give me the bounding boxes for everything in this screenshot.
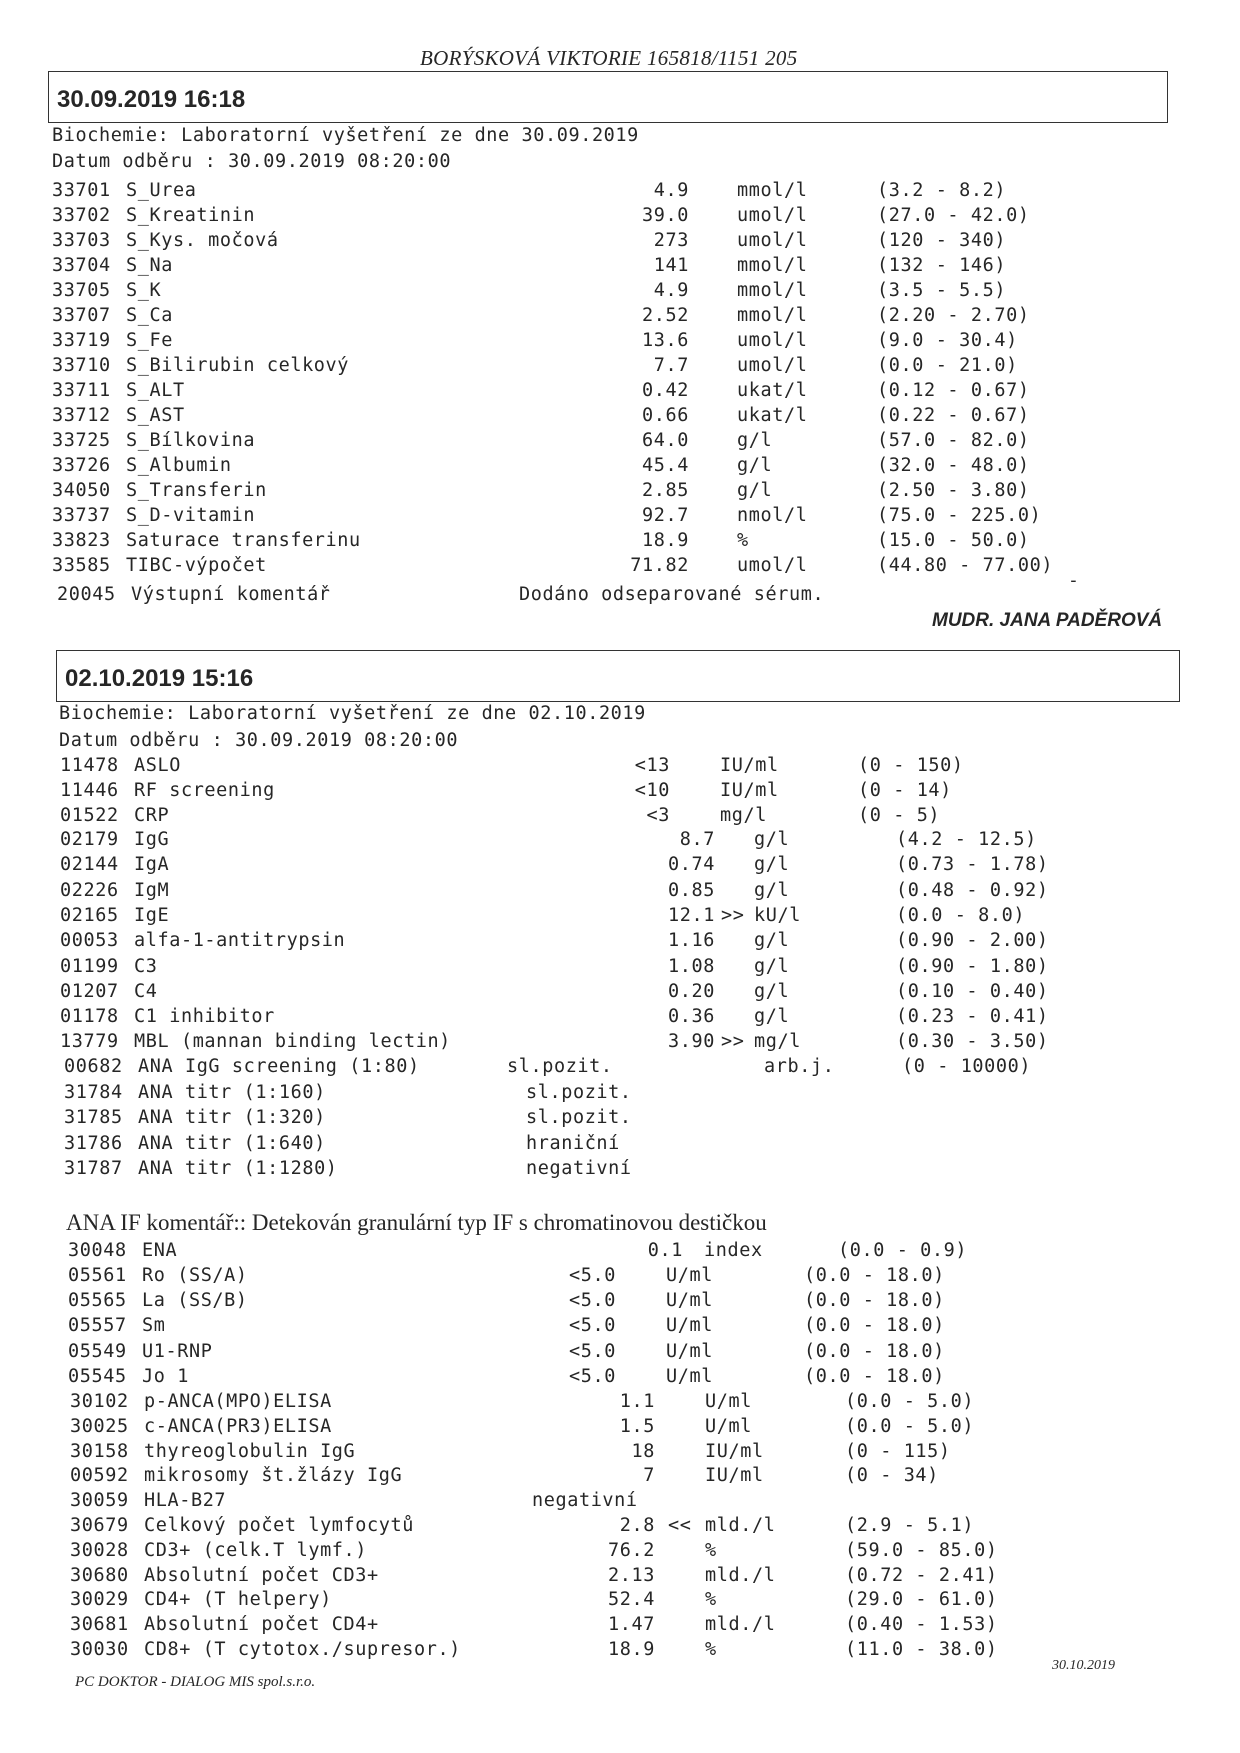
result-unit: %	[705, 1539, 717, 1561]
section-2-datetime: 02.10.2019 15:16	[65, 665, 254, 692]
test-code: 05549	[68, 1340, 127, 1362]
reference-range: (4.2 - 12.5)	[896, 829, 1037, 850]
reference-range: (0.0 - 18.0)	[804, 1365, 945, 1387]
test-code: 30680	[70, 1564, 129, 1586]
reference-range: (0.12 - 0.67)	[877, 380, 1030, 401]
test-code: 02165	[60, 904, 119, 926]
abnormal-flag: >>	[721, 1031, 745, 1053]
result-unit: IU/ml	[720, 755, 779, 776]
test-code: 00053	[60, 930, 119, 952]
test-name: p-ANCA(MPO)ELISA	[144, 1391, 332, 1412]
reference-range: (2.9 - 5.1)	[845, 1515, 975, 1536]
result-unit: index	[704, 1240, 763, 1261]
result-unit: kU/l	[754, 904, 801, 926]
test-name: S_D-vitamin	[126, 505, 256, 526]
test-name: U1-RNP	[142, 1340, 213, 1362]
result-value: 52.4	[608, 1589, 655, 1611]
result-value: 4.9	[653, 180, 689, 201]
reference-range: (57.0 - 82.0)	[877, 430, 1030, 451]
result-value: 8.7	[679, 829, 715, 850]
result-value: 141	[653, 255, 689, 276]
reference-range: (0.72 - 2.41)	[845, 1564, 998, 1586]
result-value: 0.42	[642, 380, 689, 401]
result-unit: mld./l	[705, 1614, 776, 1636]
reference-range: (0 - 14)	[858, 780, 952, 801]
test-code: 02179	[60, 829, 119, 850]
result-unit: U/ml	[666, 1290, 713, 1312]
reference-range: (29.0 - 61.0)	[845, 1589, 998, 1611]
result-value: 4.9	[653, 280, 689, 301]
test-code: 30681	[70, 1614, 129, 1636]
reference-range: (2.50 - 3.80)	[877, 480, 1030, 501]
result-value: negativní	[532, 1490, 638, 1512]
test-code: 33712	[52, 405, 111, 426]
reference-range: (0.0 - 21.0)	[877, 355, 1018, 376]
result-value: 1.5	[619, 1415, 655, 1437]
dash-mark: -	[1068, 570, 1079, 591]
result-unit: g/l	[754, 930, 790, 952]
section-1-datetime: 30.09.2019 16:18	[57, 86, 246, 113]
test-name: CD3+ (celk.T lymf.)	[144, 1539, 368, 1561]
reference-range: (0.23 - 0.41)	[896, 1006, 1049, 1028]
reference-range: (0.0 - 18.0)	[804, 1315, 945, 1337]
result-unit: umol/l	[737, 205, 808, 226]
reference-range: (2.20 - 2.70)	[877, 305, 1030, 326]
test-name: Saturace transferinu	[126, 530, 361, 551]
result-unit: g/l	[754, 829, 790, 850]
test-name: S_Albumin	[126, 455, 232, 476]
test-code: 11446	[60, 780, 119, 801]
test-name: Ro (SS/A)	[142, 1265, 248, 1286]
result-unit: nmol/l	[737, 505, 808, 526]
result-value: 273	[653, 230, 689, 251]
test-code: 30102	[70, 1391, 129, 1412]
test-name: S_Bílkovina	[126, 430, 256, 451]
test-name: C3	[134, 955, 158, 977]
software-footer: PC DOKTOR - DIALOG MIS spol.s.r.o.	[75, 1674, 316, 1690]
test-name: S_Transferin	[126, 480, 267, 501]
result-unit: mld./l	[705, 1564, 776, 1586]
reference-range: (0.90 - 2.00)	[896, 930, 1049, 952]
result-unit: %	[737, 530, 749, 551]
result-unit: U/ml	[705, 1415, 752, 1437]
reference-range: (15.0 - 50.0)	[877, 530, 1030, 551]
result-value: <5.0	[569, 1315, 616, 1337]
result-value: 3.90	[668, 1031, 715, 1053]
test-code: 01178	[60, 1006, 119, 1028]
test-name: S_AST	[126, 405, 185, 426]
test-name: Absolutní počet CD3+	[144, 1564, 379, 1586]
result-unit: mmol/l	[737, 305, 808, 326]
result-value: 39.0	[642, 205, 689, 226]
section-1-title: Biochemie: Laboratorní vyšetření ze dne 30.09.2019	[52, 125, 639, 146]
test-name: thyreoglobulin IgG	[144, 1440, 356, 1462]
test-code: 31785	[64, 1107, 123, 1128]
test-code: 05545	[68, 1365, 127, 1387]
result-value: 0.1	[647, 1240, 683, 1261]
result-unit: U/ml	[666, 1315, 713, 1337]
test-name: Absolutní počet CD4+	[144, 1614, 379, 1636]
test-name: Jo 1	[142, 1365, 189, 1387]
result-unit: %	[705, 1639, 717, 1660]
test-code: 33585	[52, 555, 111, 576]
patient-header: BORÝSKOVÁ VIKTORIE 165818/1151 205	[420, 46, 798, 70]
test-code: 33702	[52, 205, 111, 226]
comment-text: Dodáno odseparované sérum.	[519, 584, 825, 605]
result-unit: g/l	[737, 480, 773, 501]
test-name: C4	[134, 980, 158, 1002]
test-name: RF screening	[134, 780, 275, 801]
result-value: 2.8	[619, 1515, 655, 1536]
result-unit: umol/l	[737, 555, 808, 576]
test-name: CD4+ (T helpery)	[144, 1589, 332, 1611]
section-1-header-box	[48, 71, 1168, 123]
reference-range: (75.0 - 225.0)	[877, 505, 1042, 526]
reference-range: (0 - 115)	[845, 1440, 951, 1462]
reference-range: (9.0 - 30.4)	[877, 330, 1018, 351]
result-unit: arb.j.	[764, 1056, 835, 1077]
test-code: 02226	[60, 879, 119, 901]
test-code: 02144	[60, 854, 119, 876]
test-name: MBL (mannan binding lectin)	[134, 1031, 451, 1053]
test-name: IgE	[134, 904, 170, 926]
test-code: 30158	[70, 1440, 129, 1462]
result-value: 45.4	[642, 455, 689, 476]
test-name: ANA titr (1:320)	[138, 1107, 326, 1128]
reference-range: (32.0 - 48.0)	[877, 455, 1030, 476]
reference-range: (0.0 - 18.0)	[804, 1290, 945, 1312]
test-code: 01199	[60, 955, 119, 977]
reference-range: (120 - 340)	[877, 230, 1007, 251]
test-code: 33710	[52, 355, 111, 376]
section-2-collection-date: Datum odběru : 30.09.2019 08:20:00	[59, 730, 459, 751]
result-value: 76.2	[608, 1539, 655, 1561]
result-value: <5.0	[569, 1365, 616, 1387]
test-code: 33705	[52, 280, 111, 301]
result-unit: g/l	[754, 854, 790, 876]
result-value: 2.85	[642, 480, 689, 501]
result-unit: mmol/l	[737, 255, 808, 276]
result-value: <5.0	[569, 1265, 616, 1286]
test-code: 05561	[68, 1265, 127, 1286]
test-name: HLA-B27	[144, 1490, 227, 1512]
result-value: <13	[634, 755, 670, 776]
test-name: ANA IgG screening (1:80)	[138, 1056, 420, 1077]
test-code: 31786	[64, 1132, 123, 1154]
result-value: 7	[643, 1465, 655, 1487]
test-name: CD8+ (T cytotox./supresor.)	[144, 1639, 461, 1660]
result-value: 13.6	[642, 330, 689, 351]
result-unit: ukat/l	[737, 380, 808, 401]
result-unit: umol/l	[737, 330, 808, 351]
result-value: <3	[646, 805, 670, 826]
result-unit: %	[705, 1589, 717, 1611]
test-code: 30059	[70, 1490, 129, 1512]
test-code: 30028	[70, 1539, 129, 1561]
result-value: 0.74	[668, 854, 715, 876]
test-name: ASLO	[134, 755, 181, 776]
result-unit: IU/ml	[705, 1465, 764, 1487]
result-value: 1.1	[619, 1391, 655, 1412]
result-unit: umol/l	[737, 230, 808, 251]
result-unit: IU/ml	[705, 1440, 764, 1462]
reference-range: (0.0 - 5.0)	[845, 1415, 975, 1437]
test-name: S_Bilirubin celkový	[126, 355, 350, 376]
test-code: 11478	[60, 755, 119, 776]
result-unit: g/l	[754, 1006, 790, 1028]
result-unit: g/l	[737, 430, 773, 451]
test-code: 33701	[52, 180, 111, 201]
result-value: <5.0	[569, 1340, 616, 1362]
test-name: Celkový počet lymfocytů	[144, 1515, 414, 1536]
result-value: 0.85	[668, 879, 715, 901]
result-unit: U/ml	[705, 1391, 752, 1412]
test-name: mikrosomy št.žlázy IgG	[144, 1465, 403, 1487]
doctor-name: MUDR. JANA PADĚROVÁ	[932, 610, 1163, 631]
result-value: 1.47	[608, 1614, 655, 1636]
test-code: 00682	[64, 1056, 123, 1077]
result-unit: g/l	[754, 955, 790, 977]
reference-range: (59.0 - 85.0)	[845, 1539, 998, 1561]
test-name: alfa-1-antitrypsin	[134, 930, 346, 952]
result-unit: U/ml	[666, 1365, 713, 1387]
test-code: 33704	[52, 255, 111, 276]
reference-range: (0 - 150)	[858, 755, 964, 776]
result-value: 2.13	[608, 1564, 655, 1586]
test-code: 33726	[52, 455, 111, 476]
reference-range: (3.5 - 5.5)	[877, 280, 1007, 301]
test-code: 01522	[60, 805, 119, 826]
reference-range: (0.0 - 5.0)	[845, 1391, 975, 1412]
result-unit: mmol/l	[737, 280, 808, 301]
result-unit: mg/l	[720, 805, 767, 826]
reference-range: (0 - 10000)	[902, 1056, 1032, 1077]
reference-range: (0.40 - 1.53)	[845, 1614, 998, 1636]
reference-range: (27.0 - 42.0)	[877, 205, 1030, 226]
test-name: S_Ca	[126, 305, 173, 326]
reference-range: (0.22 - 0.67)	[877, 405, 1030, 426]
test-code: 33703	[52, 230, 111, 251]
test-name: CRP	[134, 805, 170, 826]
result-value: negativní	[526, 1158, 632, 1179]
test-code: 05557	[68, 1315, 127, 1337]
test-name: S_Fe	[126, 330, 173, 351]
print-date: 30.10.2019	[1052, 1658, 1115, 1673]
reference-range: (0.0 - 8.0)	[896, 904, 1026, 926]
result-value: hraniční	[526, 1132, 620, 1154]
comment-code: 20045	[57, 584, 116, 605]
test-code: 33725	[52, 430, 111, 451]
test-name: IgA	[134, 854, 170, 876]
test-name: S_Urea	[126, 180, 197, 201]
result-value: 1.16	[668, 930, 715, 952]
result-unit: ukat/l	[737, 405, 808, 426]
result-value: 18	[631, 1440, 655, 1462]
reference-range: (0.90 - 1.80)	[896, 955, 1049, 977]
section-1-collection-date: Datum odběru : 30.09.2019 08:20:00	[52, 151, 452, 172]
test-name: ANA titr (1:640)	[138, 1132, 326, 1154]
test-code: 00592	[70, 1465, 129, 1487]
result-value: <10	[634, 780, 670, 801]
result-value: 0.20	[668, 980, 715, 1002]
test-name: S_K	[126, 280, 162, 301]
test-code: 31784	[64, 1081, 123, 1103]
test-name: ANA titr (1:160)	[138, 1081, 326, 1103]
test-name: S_Kreatinin	[126, 205, 256, 226]
test-code: 33737	[52, 505, 111, 526]
test-name: ENA	[142, 1240, 178, 1261]
reference-range: (0.30 - 3.50)	[896, 1031, 1049, 1053]
result-value: <5.0	[569, 1290, 616, 1312]
result-value: 0.66	[642, 405, 689, 426]
abnormal-flag: <<	[668, 1515, 692, 1536]
reference-range: (0.0 - 18.0)	[804, 1340, 945, 1362]
result-unit: U/ml	[666, 1340, 713, 1362]
test-code: 30030	[70, 1639, 129, 1660]
reference-range: (0.48 - 0.92)	[896, 879, 1049, 901]
result-value: 7.7	[653, 355, 689, 376]
test-code: 33719	[52, 330, 111, 351]
test-code: 33823	[52, 530, 111, 551]
section-2-header-box	[56, 650, 1180, 702]
result-unit: mmol/l	[737, 180, 808, 201]
reference-range: (0 - 5)	[858, 805, 941, 826]
result-unit: IU/ml	[720, 780, 779, 801]
test-code: 33711	[52, 380, 111, 401]
result-value: 18.9	[608, 1639, 655, 1660]
reference-range: (0.10 - 0.40)	[896, 980, 1049, 1002]
test-name: TIBC-výpočet	[126, 555, 267, 576]
result-value: 18.9	[642, 530, 689, 551]
test-name: Sm	[142, 1315, 166, 1337]
reference-range: (44.80 - 77.00)	[877, 555, 1054, 576]
test-code: 01207	[60, 980, 119, 1002]
test-name: IgM	[134, 879, 170, 901]
reference-range: (3.2 - 8.2)	[877, 180, 1007, 201]
result-value: sl.pozit.	[526, 1107, 632, 1128]
result-value: 64.0	[642, 430, 689, 451]
test-name: La (SS/B)	[142, 1290, 248, 1312]
result-value: 1.08	[668, 955, 715, 977]
result-unit: mld./l	[705, 1515, 776, 1536]
result-value: 71.82	[630, 555, 689, 576]
result-value: 0.36	[668, 1006, 715, 1028]
test-name: S_Na	[126, 255, 173, 276]
test-code: 30679	[70, 1515, 129, 1536]
ana-if-comment: ANA IF komentář:: Detekován granulární typ IF s chromatinovou destičkou	[66, 1210, 767, 1235]
test-code: 33707	[52, 305, 111, 326]
result-unit: U/ml	[666, 1265, 713, 1286]
test-name: S_Kys. močová	[126, 230, 279, 251]
test-code: 31787	[64, 1158, 123, 1179]
test-code: 13779	[60, 1031, 119, 1053]
reference-range: (0.0 - 18.0)	[804, 1265, 945, 1286]
result-value: 2.52	[642, 305, 689, 326]
test-code: 34050	[52, 480, 111, 501]
reference-range: (132 - 146)	[877, 255, 1007, 276]
result-unit: g/l	[737, 455, 773, 476]
result-unit: umol/l	[737, 355, 808, 376]
test-name: IgG	[134, 829, 170, 850]
result-value: 12.1	[668, 904, 715, 926]
test-code: 30029	[70, 1589, 129, 1611]
result-value: sl.pozit.	[507, 1056, 613, 1077]
section-2-title: Biochemie: Laboratorní vyšetření ze dne 02.10.2019	[59, 703, 646, 724]
test-code: 30048	[68, 1240, 127, 1261]
reference-range: (11.0 - 38.0)	[845, 1639, 998, 1660]
test-name: S_ALT	[126, 380, 185, 401]
reference-range: (0.73 - 1.78)	[896, 854, 1049, 876]
comment-label: Výstupní komentář	[131, 584, 331, 605]
test-name: c-ANCA(PR3)ELISA	[144, 1415, 332, 1437]
abnormal-flag: >>	[721, 904, 745, 926]
reference-range: (0.0 - 0.9)	[838, 1240, 968, 1261]
result-unit: mg/l	[754, 1031, 801, 1053]
result-unit: g/l	[754, 879, 790, 901]
test-name: C1 inhibitor	[134, 1006, 275, 1028]
test-code: 05565	[68, 1290, 127, 1312]
result-value: 92.7	[642, 505, 689, 526]
test-code: 30025	[70, 1415, 129, 1437]
test-name: ANA titr (1:1280)	[138, 1158, 338, 1179]
result-unit: g/l	[754, 980, 790, 1002]
result-value: sl.pozit.	[526, 1081, 632, 1103]
reference-range: (0 - 34)	[845, 1465, 939, 1487]
